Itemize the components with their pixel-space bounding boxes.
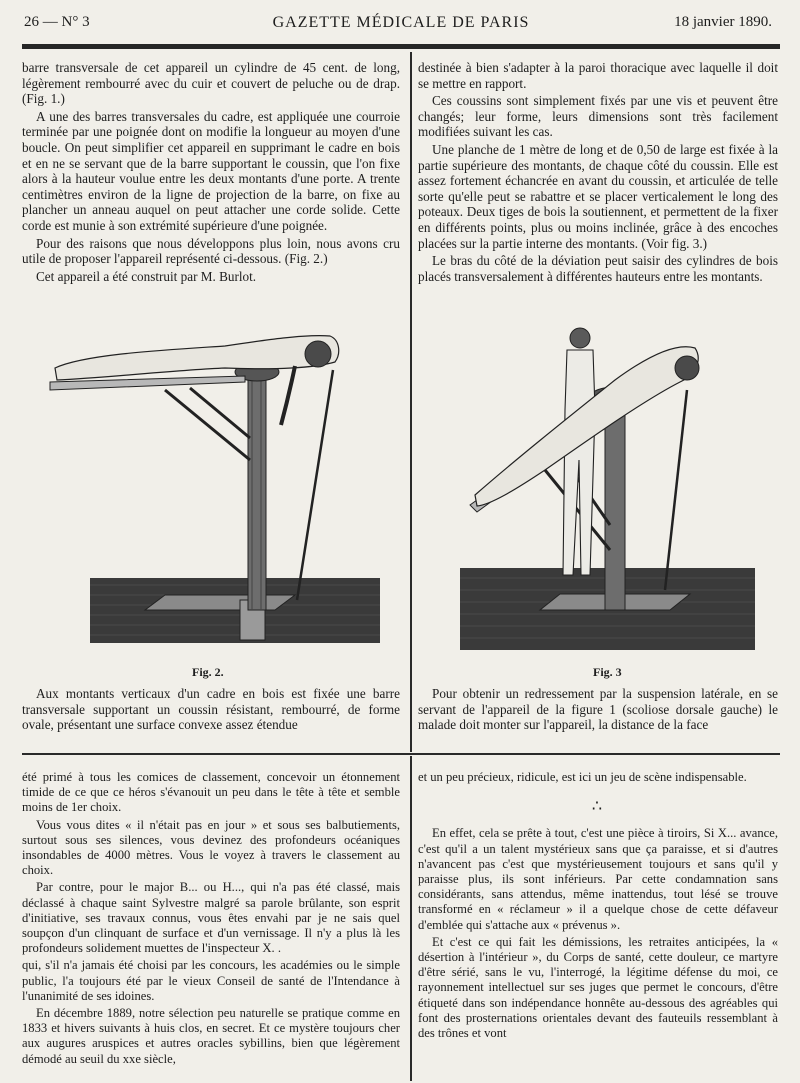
- article-right-continuation: [418, 686, 778, 735]
- paragraph: Une planche de 1 mètre de long et de 0,50 de large est fixée à la partie supérieure des montants, de chaque côté du coussin. Elle est assez fortement échancrée en avant du coussin, et articulée de telle sorte qu'elle peut se rabattre et se placer verticalement le long des poteaux. Deux tiges de bois la soutiennent, et permettent de la fixer en différents points, plus ou moins inclinée, grâce à des encoches placées sur la partie interne des montants. (Voir fig. 3.): [418, 141, 778, 251]
- paragraph: été primé à tous les comices de classement, concevoir un étonnement timide de ce que ce héros s'évanouit un peu dans le tête à tête et semble moins de 1er choix.: [22, 770, 400, 815]
- paragraph: qui, s'il n'a jamais été choisi par les concours, les académies ou le simple public, l'a toujours été par le vieux Conseil de santé de l'Intendance à l'unanimité de ses idoines.: [22, 958, 400, 1003]
- paragraph: En décembre 1889, notre sélection peu naturelle se pratique comme en 1833 et hivers suivants à huis clos, en secret. Et ce mystère toujours cher aux augures aruspices et autres oracles sybillins, bien que légèrement démodé au seuil du xxe siècle,: [22, 1006, 400, 1066]
- paragraph: Et c'est ce qui fait les démissions, les retraites anticipées, la « désertion à l'intérieur », du Corps de santé, cette douleur, ce martyre d'être sérié, sans le vu, l'interrogé, la légitime défense du moi, ce rayonnement intellectuel sur ses juges que permet le concours, d'être étiqueté dans son indépendance honnête au-dessous des agréables qui font des prosternations orientales devant des fauteuils ressemblant à des trônes et vont: [418, 934, 778, 1041]
- paragraph: destinée à bien s'adapter à la paroi thoracique avec laquelle il doit se mettre en rapport.: [418, 60, 778, 91]
- feuilleton-divider: [22, 753, 780, 755]
- paragraph: Cet appareil a été construit par M. Burlot.: [36, 268, 257, 284]
- header-rule: [22, 44, 780, 49]
- page-number: 26 — N° 3: [24, 14, 90, 30]
- paragraph: Le bras du côté de la déviation peut saisir des cylindres de bois placés transversalement à différentes hauteurs entre les montants.: [418, 253, 778, 284]
- article-left-continuation: [22, 686, 400, 735]
- hanging-rod: [665, 390, 687, 590]
- figure-2-engraving: [45, 310, 390, 660]
- journal-title: GAZETTE MÉDICALE DE PARIS: [272, 14, 530, 31]
- paragraph: Aux montants verticaux d'un cadre en bois est fixée une barre transversale supportant un coussin résistant, rembourré, de forme ovale, présentant une surface convexe assez étendue: [22, 686, 400, 733]
- column-divider-bottom: [410, 756, 412, 1081]
- paragraph: A une des barres transversales du cadre, est appliquée une courroie terminée par une poignée dont on modifie la longueur au moyen d'une boucle. On peut simplifier cet appareil en supprimant le cadre en bois et en ne se servant que de la barre supportant le coussin, que l'on fixe alors à la hauteur voulue entre les deux montants d'une porte. A trente centimètres environ de la ligne de projection de la barre, on fixe au plancher un anneau auquel on peut attacher une corde solide. Cette corde est munie à son extrémité supérieure d'une poignée.: [22, 108, 400, 233]
- paragraph: Pour des raisons que nous développons plus loin, nous avons cru utile de proposer l'appareil représenté ci-dessous. (Fig. 2.): [22, 235, 400, 267]
- figure-3-caption: Fig. 3: [593, 665, 622, 679]
- paragraph: En effet, cela se prête à tout, c'est une pièce à tiroirs, Si X... avance, c'est qu'il a un talent mystérieux sans que ça paraisse, et si d'autres n'avancent pas c'est que mystérieusement toujours et sans qu'il y paraisse plus, ils sont inférieurs. Par cette condamnation sans considérants, sans attendus, même inattendus, tout lésé se trouve transformé en « réclameur » il a quelque chose de cette défaveur d'emblée qui s'attache aux « prévenus ».: [418, 826, 778, 932]
- feuilleton-left-column: [22, 770, 400, 1069]
- feuilleton-right-column: [418, 770, 778, 1043]
- article-right-column: [418, 60, 778, 286]
- section-separator: ∴: [591, 798, 605, 816]
- assistant-figure: [563, 350, 595, 575]
- figure-2-caption: Fig. 2.: [192, 665, 224, 679]
- patient-figure: [55, 336, 339, 380]
- paragraph: Ces coussins sont simplement fixés par une vis et peuvent être changés; leur forme, leurs dimensions sont très facilement modifiées suivant les cas.: [418, 93, 778, 140]
- paragraph: et un peu précieux, ridicule, est ici un jeu de scène indispensable.: [418, 770, 747, 784]
- column-divider-top: [410, 52, 412, 752]
- hanging-rod: [297, 370, 333, 600]
- apparatus-post: [248, 370, 266, 610]
- apparatus-base: [145, 595, 295, 610]
- page-header: [20, 8, 782, 32]
- paragraph: Pour obtenir un redressement par la suspension latérale, en se servant de l'appareil de la figure 1 (scoliose dorsale gauche) le malade doit monter sur l'appareil, la distance de la face: [418, 686, 778, 733]
- figure-3-engraving: [455, 320, 760, 660]
- apparatus-post: [605, 395, 625, 610]
- paragraph: barre transversale de cet appareil un cylindre de 45 cent. de long, légèrement rembourré avec du cuir et couvert de peluche ou de drap. (Fig. 1.): [22, 60, 400, 107]
- paragraph: Vous vous dites « il n'était pas en jour » et sous ses balbutiements, surtout sous ses silences, vous devinez des profondeurs océaniques insondables de 4000 mètres. Vous le voyez à travers le classement au choix.: [22, 817, 400, 878]
- article-left-column: [22, 60, 400, 286]
- issue-date: 18 janvier 1890.: [674, 14, 772, 30]
- paragraph: Par contre, pour le major B... ou H..., qui n'a pas été classé, mais déclassé à chaque saint Sylvestre malgré sa parole brûlante, son esprit d'initiative, ses travaux connus, vous êtes envahi par je ne sais quel soupçon d'un clinquant de surface et d'un vernissage. Il n'y a plus là les profondeurs solidement muettes de l'inspecteur X. .: [22, 880, 400, 956]
